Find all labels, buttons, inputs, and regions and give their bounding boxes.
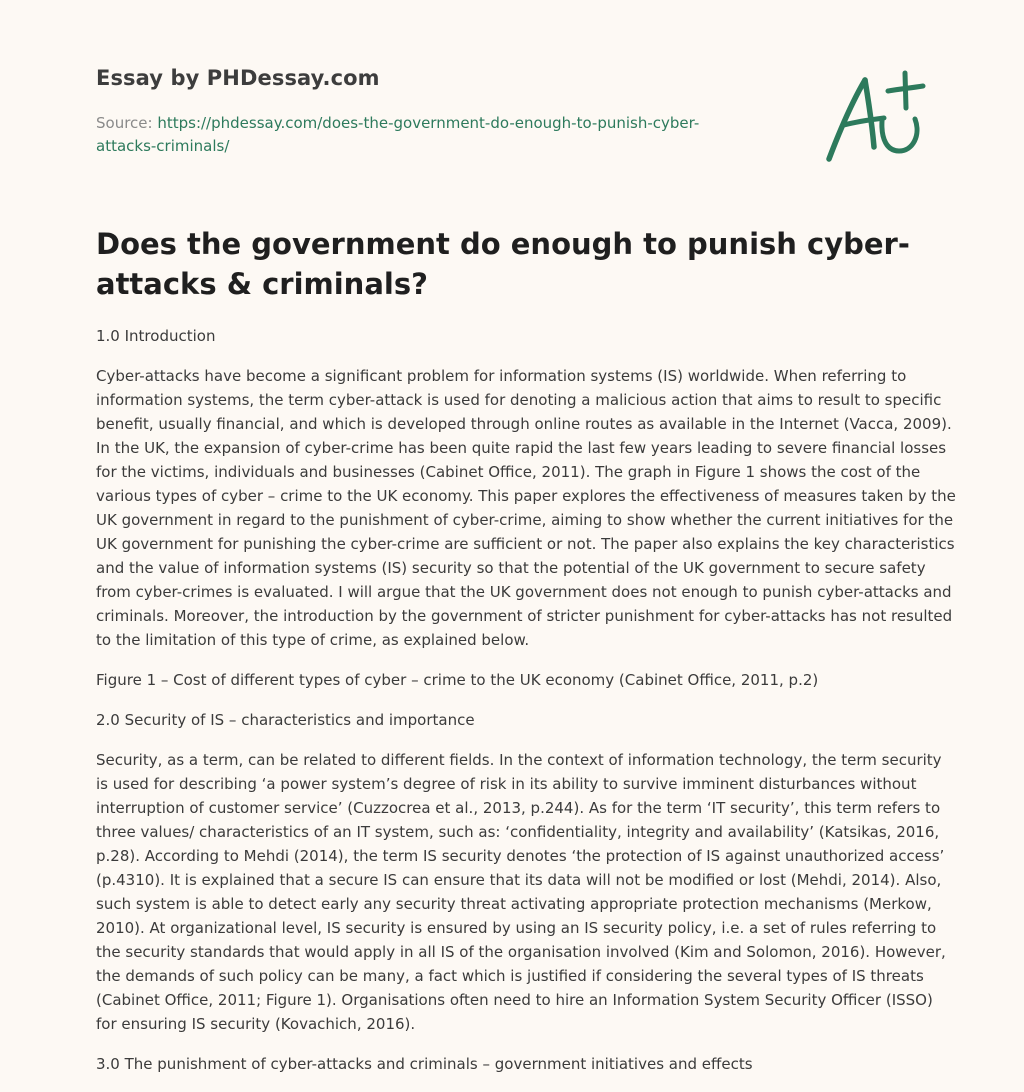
figure-caption: Figure 1 – Cost of different types of cyber – crime to the UK economy (Cabinet Office, 2011, p.2) (96, 671, 819, 689)
site-brand: Essay by PHDessay.com (96, 66, 380, 90)
section-heading-security: 2.0 Security of IS – characteristics and importance (96, 711, 475, 729)
article-body (96, 324, 956, 1092)
section-heading-introduction: 1.0 Introduction (96, 327, 216, 345)
paragraph-security: Security, as a term, can be related to different fields. In the context of information technology, the term security is used for describing ‘a power system’s degree of risk in its ability to survive imminent disturbances without interruption of customer service’ (Cuzzocrea et al., 2013, p.244). As for the term ‘IT security’, this term refers to three values/ characteristics of an IT system, such as: ‘confidentiality, integrity and availability’ (Katsikas, 2016, p.28). According to Mehdi (2014), the term IS security denotes ‘the protection of IS against unauthorized access’ (p.4310). It is explained that a secure IS can ensure that its data will not be modified or lost (Mehdi, 2014). Also, such system is able to detect early any security threat activating appropriate protection mechanisms (Merkow, 2010). At organizational level, IS security is ensured by using an IS security policy, i.e. a set of rules referring to the security standards that would apply in all IS of the organisation involved (Kim and Solomon, 2016). However, the demands of such policy can be many, a fact which is justified if considering the several types of IS threats (Cabinet Office, 2011; Figure 1). Organisations often need to hire an Information System Security Officer (ISSO) for ensuring IS security (Kovachich, 2016). (96, 751, 946, 1033)
source-label: Source: (96, 114, 158, 132)
paragraph-introduction: Cyber-attacks have become a significant problem for information systems (IS) worldwide. When referring to information systems, the term cyber-attack is used for denoting a malicious action that aims to result to specific benefit, usually financial, and which is developed through online routes as available in the Internet (Vacca, 2009). In the UK, the expansion of cyber-crime has been quite rapid the last few years leading to severe financial losses for the victims, individuals and businesses (Cabinet Office, 2011). The graph in Figure 1 shows the cost of the various types of cyber – crime to the UK economy. This paper explores the effectiveness of measures taken by the UK government in regard to the punishment of cyber-crime, aiming to show whether the current initiatives for the UK government for punishing the cyber-crime are sufficient or not. The paper also explains the key characteristics and the value of information systems (IS) security so that the potential of the UK government to secure safety from cyber-crimes is evaluated. I will argue that the UK government does not enough to punish cyber-attacks and criminals. Moreover, the introduction by the government of stricter punishment for cyber-attacks has not resulted to the limitation of this type of crime, as explained below. (96, 367, 956, 649)
article-title: Does the government do enough to punish cyber-attacks & criminals? (96, 227, 910, 301)
a-plus-logo-icon (826, 68, 926, 164)
source-line (96, 112, 736, 158)
section-heading-punishment: 3.0 The punishment of cyber-attacks and criminals – government initiatives and effects (96, 1055, 753, 1073)
source-link[interactable]: https://phdessay.com/does-the-government-do-enough-to-punish-cyber-attacks-criminals/ (96, 114, 700, 155)
